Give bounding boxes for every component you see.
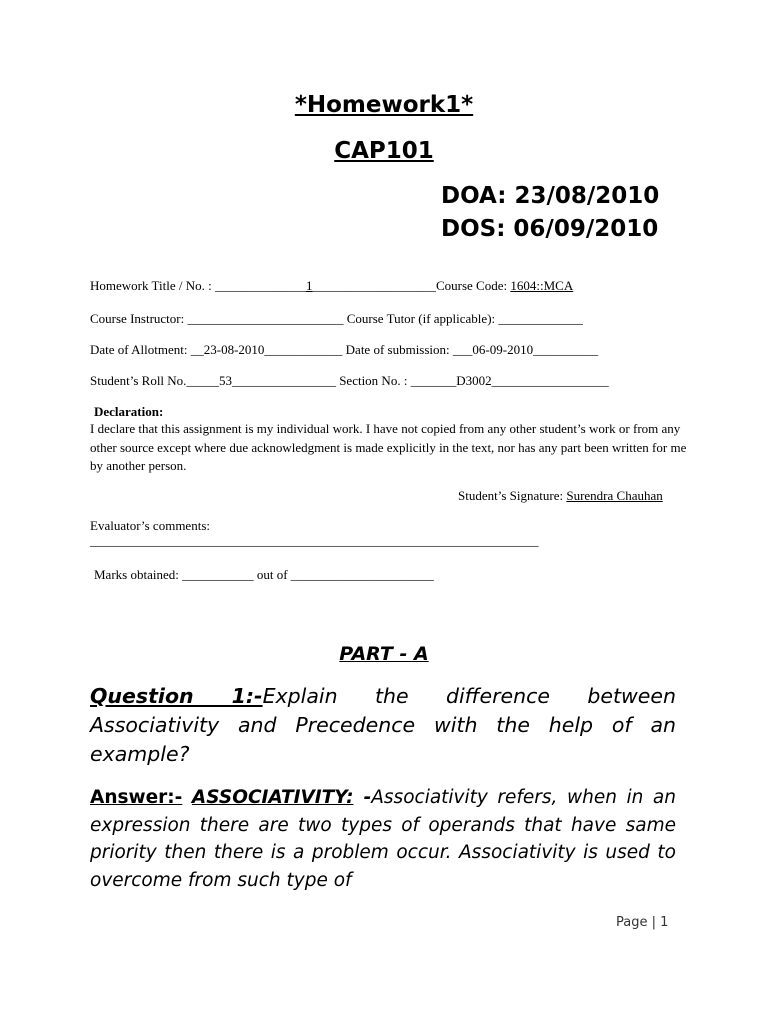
marks-label: Marks obtained: (94, 567, 183, 582)
marks-out-of: out of (253, 567, 291, 582)
homework-title-blank-post: ___________________ (312, 278, 436, 293)
homework-title-row (90, 278, 573, 294)
marks-blank: ___________ (182, 567, 254, 582)
student-signature (458, 488, 663, 504)
answer-colon: : (346, 787, 354, 808)
section-value: _______D3002__________________ (410, 373, 609, 388)
question-1 (90, 682, 676, 769)
homework-title-label: Homework Title / No. : (90, 278, 215, 293)
roll-section-row (90, 373, 609, 389)
allotment-label: Date of Allotment: (90, 342, 191, 357)
section-label: Section No. : (335, 373, 411, 388)
date-of-submission-heading: DOS: 06/09/2010 (441, 216, 659, 242)
marks-obtained-row (94, 567, 434, 583)
course-code-heading: CAP101 (334, 138, 434, 164)
question-text: Explain the difference between Associativity and Precedence with the help of an example? (90, 684, 676, 766)
submission-value: ___06-09-2010__________ (452, 342, 599, 357)
answer-text: Associativity refers, when in an expression there are two types of operands that have same priority then there is a problem occur. Associativity is used to overcome from such type of (90, 787, 676, 891)
document-title: *Homework1* (294, 92, 474, 118)
course-instructor-row (90, 311, 583, 327)
answer-label: Answer:- (90, 787, 183, 808)
answer-term: ASSOCIATIVITY (191, 787, 347, 808)
declaration-text: I declare that this assignment is my individual work. I have not copied from any other student’s work or from any other source except where due acknowledgment is made explicitly in the text, nor has any part been written for me by another person. (90, 421, 687, 473)
evaluator-comments-label: Evaluator’s comments: (90, 518, 210, 533)
marks-total-blank: ______________________ (290, 567, 434, 582)
question-label: Question 1:- (90, 684, 263, 708)
homework-title-value: 1 (305, 278, 313, 293)
date-of-allotment-heading: DOA: 23/08/2010 (441, 183, 660, 209)
course-instructor-label: Course Instructor: (90, 311, 188, 326)
homework-title-blank-pre: ______________ (214, 278, 306, 293)
course-code-value: 1604::MCA (510, 278, 574, 293)
course-tutor-label: Course Tutor (if applicable): (343, 311, 499, 326)
allotment-value: __23-08-2010____________ (190, 342, 343, 357)
roll-value: _____53________________ (186, 373, 336, 388)
course-tutor-blank: _____________ (498, 311, 583, 326)
course-instructor-blank: ________________________ (187, 311, 344, 326)
roll-label: Student’s Roll No. (90, 373, 187, 388)
answer-dash: - (353, 787, 372, 808)
part-heading: PART - A (339, 643, 429, 665)
declaration-heading: Declaration: (94, 404, 164, 419)
signature-label: Student’s Signature: (458, 488, 567, 503)
page-number: Page | 1 (616, 915, 669, 930)
signature-value: Surendra Chauhan (566, 488, 663, 503)
evaluator-comments-line: _____________________________________________________________________ (90, 533, 539, 548)
submission-label: Date of submission: (342, 342, 453, 357)
dates-row (90, 342, 598, 358)
course-code-label: Course Code: (435, 278, 511, 293)
answer-1 (90, 784, 676, 894)
